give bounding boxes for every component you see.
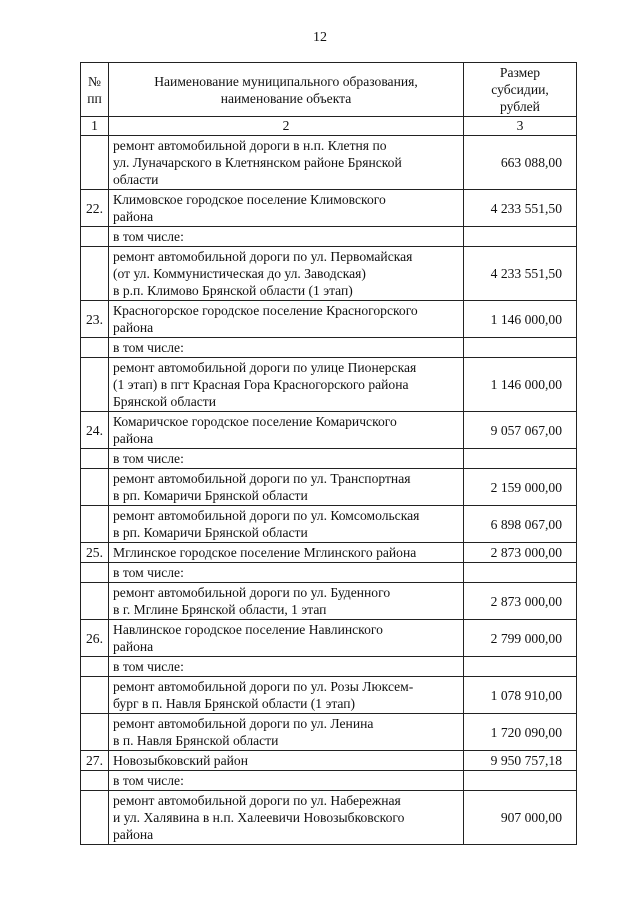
row-number xyxy=(81,771,109,791)
table-row xyxy=(81,190,577,227)
row-name: в том числе: xyxy=(109,338,464,358)
row-number: 25. xyxy=(81,543,109,563)
row-number xyxy=(81,563,109,583)
row-amount: 1 720 090,00 xyxy=(464,714,577,751)
table-row xyxy=(81,771,577,791)
row-number xyxy=(81,677,109,714)
row-number xyxy=(81,657,109,677)
row-name: ремонт автомобильной дороги по ул. Буденного в г. Мглине Брянской области, 1 этап xyxy=(109,583,464,620)
row-amount: 6 898 067,00 xyxy=(464,506,577,543)
row-amount: 907 000,00 xyxy=(464,791,577,845)
table-row xyxy=(81,791,577,845)
table-row xyxy=(81,338,577,358)
table-row xyxy=(81,358,577,412)
row-amount: 1 146 000,00 xyxy=(464,301,577,338)
row-name: ремонт автомобильной дороги по ул. Набережная и ул. Халявина в н.п. Халеевичи Новозыбковского района xyxy=(109,791,464,845)
table-row xyxy=(81,469,577,506)
table-row xyxy=(81,714,577,751)
row-name: в том числе: xyxy=(109,563,464,583)
row-name: ремонт автомобильной дороги по ул. Транспортная в рп. Комаричи Брянской области xyxy=(109,469,464,506)
table-row xyxy=(81,563,577,583)
row-number: 23. xyxy=(81,301,109,338)
row-amount: 2 799 000,00 xyxy=(464,620,577,657)
index-cell: 1 xyxy=(81,117,109,136)
table-row xyxy=(81,449,577,469)
row-name: Мглинское городское поселение Мглинского района xyxy=(109,543,464,563)
row-amount: 2 873 000,00 xyxy=(464,583,577,620)
row-number: 26. xyxy=(81,620,109,657)
row-amount: 2 873 000,00 xyxy=(464,543,577,563)
row-amount xyxy=(464,449,577,469)
row-number xyxy=(81,583,109,620)
row-name: ремонт автомобильной дороги в н.п. Клетня по ул. Луначарского в Клетнянском районе Брянской области xyxy=(109,136,464,190)
table-row xyxy=(81,247,577,301)
table-row xyxy=(81,301,577,338)
row-number xyxy=(81,469,109,506)
row-amount xyxy=(464,227,577,247)
table-row xyxy=(81,751,577,771)
row-amount: 9 950 757,18 xyxy=(464,751,577,771)
row-number xyxy=(81,227,109,247)
row-number xyxy=(81,791,109,845)
row-number xyxy=(81,506,109,543)
row-name: в том числе: xyxy=(109,227,464,247)
row-amount xyxy=(464,657,577,677)
row-name: ремонт автомобильной дороги по ул. Розы Люксем- бург в п. Навля Брянской области (1 этап) xyxy=(109,677,464,714)
subsidy-table xyxy=(80,62,577,845)
row-name: Навлинское городское поселение Навлинского района xyxy=(109,620,464,657)
row-number xyxy=(81,338,109,358)
table-row xyxy=(81,543,577,563)
row-name: в том числе: xyxy=(109,449,464,469)
table-row xyxy=(81,583,577,620)
table-row xyxy=(81,657,577,677)
table-row xyxy=(81,620,577,657)
row-number xyxy=(81,714,109,751)
row-amount: 4 233 551,50 xyxy=(464,247,577,301)
row-number: 24. xyxy=(81,412,109,449)
row-amount: 4 233 551,50 xyxy=(464,190,577,227)
row-amount: 1 078 910,00 xyxy=(464,677,577,714)
table-header-row xyxy=(81,63,577,117)
row-name: ремонт автомобильной дороги по улице Пионерская (1 этап) в пгт Красная Гора Красногорского района Брянской области xyxy=(109,358,464,412)
table-row xyxy=(81,677,577,714)
row-amount: 1 146 000,00 xyxy=(464,358,577,412)
row-name: в том числе: xyxy=(109,771,464,791)
table-row xyxy=(81,506,577,543)
row-amount xyxy=(464,563,577,583)
row-number xyxy=(81,136,109,190)
table-row xyxy=(81,136,577,190)
header-name: Наименование муниципального образования, наименование объекта xyxy=(109,63,464,117)
row-name: ремонт автомобильной дороги по ул. Комсомольская в рп. Комаричи Брянской области xyxy=(109,506,464,543)
table-body xyxy=(81,136,577,845)
row-number xyxy=(81,358,109,412)
row-name: Красногорское городское поселение Красногорского района xyxy=(109,301,464,338)
table-row xyxy=(81,227,577,247)
row-amount xyxy=(464,338,577,358)
index-cell: 2 xyxy=(109,117,464,136)
row-number xyxy=(81,247,109,301)
row-name: в том числе: xyxy=(109,657,464,677)
header-num: № пп xyxy=(81,63,109,117)
row-name: ремонт автомобильной дороги по ул. Ленина в п. Навля Брянской области xyxy=(109,714,464,751)
row-amount: 9 057 067,00 xyxy=(464,412,577,449)
row-amount: 2 159 000,00 xyxy=(464,469,577,506)
header-amount: Размер субсидии, рублей xyxy=(464,63,577,117)
table-row xyxy=(81,412,577,449)
row-name: Новозыбковский район xyxy=(109,751,464,771)
row-amount xyxy=(464,771,577,791)
row-name: Климовское городское поселение Климовского района xyxy=(109,190,464,227)
row-number: 27. xyxy=(81,751,109,771)
row-number: 22. xyxy=(81,190,109,227)
row-name: ремонт автомобильной дороги по ул. Первомайская (от ул. Коммунистическая до ул. Заводская) в р.п. Климово Брянской области (1 этап) xyxy=(109,247,464,301)
row-amount: 663 088,00 xyxy=(464,136,577,190)
table-index-row xyxy=(81,117,577,136)
page-number: 12 xyxy=(313,30,327,45)
index-cell: 3 xyxy=(464,117,577,136)
row-number xyxy=(81,449,109,469)
row-name: Комаричское городское поселение Комаричского района xyxy=(109,412,464,449)
